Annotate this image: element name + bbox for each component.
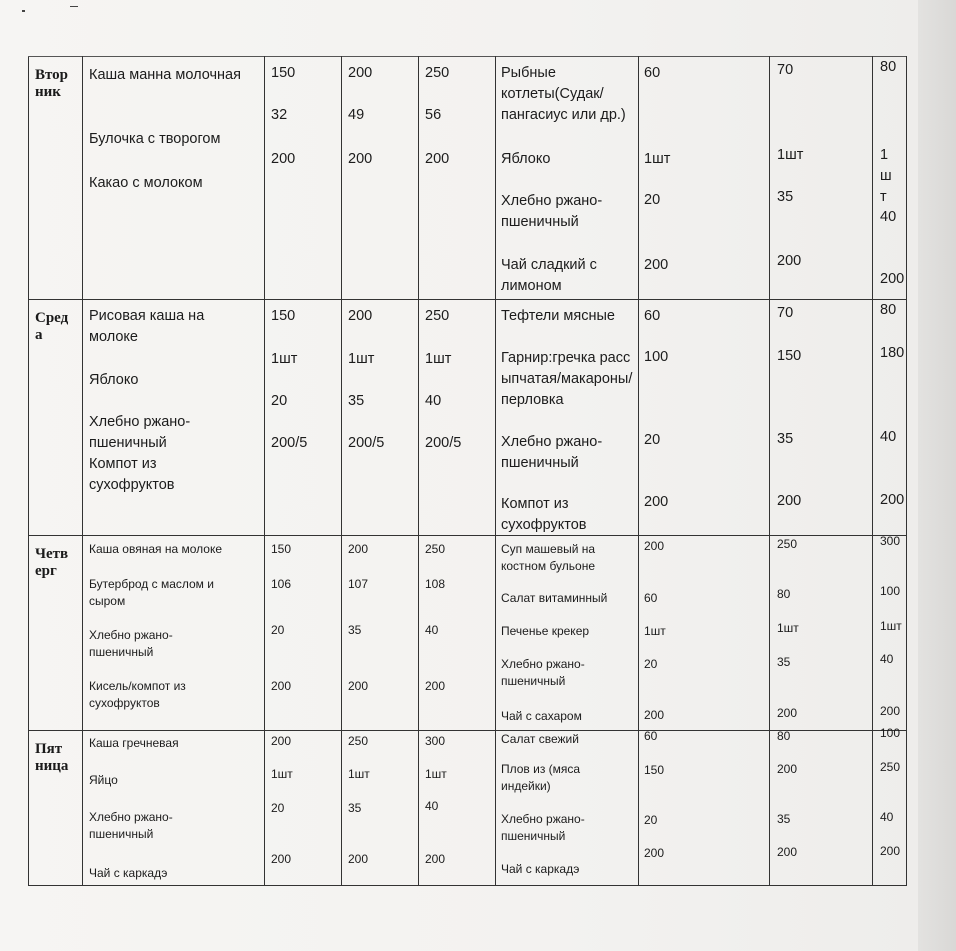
portion-value: 1шт [271,351,298,367]
page-edge-shadow [918,0,956,951]
lunch-dishes-cell [496,57,639,300]
portion-value: 80 [777,729,791,743]
portion-value: 200 [271,679,292,693]
dish: Печенье крекер [501,624,590,638]
row-wednesday [29,300,907,536]
scan-speck [70,6,78,7]
portion-value: 70 [777,62,794,78]
portion-col-5 [770,731,873,886]
portion-value: 35 [348,801,362,815]
portion-value: 200 [348,852,369,866]
lunch-dishes-cell [496,300,639,536]
portion-value: 20 [271,801,285,815]
dish: Бутерброд с маслом и сыром [89,577,214,608]
portion-value: 20 [644,192,661,208]
portion-value: 40 [425,799,439,813]
portion-value: 150 [271,542,292,556]
lunch-dishes-cell [496,731,639,886]
dish: Чай сладкий с лимоном [501,257,597,294]
portion-value: 107 [348,577,369,591]
portion-value: 80 [880,302,897,318]
portion-value: 40 [880,209,897,225]
row-tuesday [29,57,907,300]
dish: Каша овяная на молоке [89,542,223,556]
portion-value: 200 [425,679,446,693]
day-name: Четв ерг [35,546,69,579]
dish: Хлебно ржано-пшеничный [501,657,585,688]
portion-value: 200 [777,493,802,509]
portion-value: 150 [271,65,296,81]
dish: Яйцо [89,773,118,787]
portion-value: 60 [644,591,658,605]
portion-value: 250 [777,537,798,551]
dish: Плов из (мяса индейки) [501,762,581,793]
dish: Тефтели мясные [501,308,615,324]
portion-value: 35 [777,812,791,826]
portion-value: 40 [880,810,894,824]
dish: Каша гречневая [89,736,179,750]
portion-value: 40 [880,429,897,445]
portion-value: 200 [880,271,905,287]
portion-value: 20 [271,393,288,409]
portion-value: 1шт [777,621,799,635]
scan-speck [22,10,25,12]
day-cell-thursday [29,536,83,731]
portion-col-2 [342,57,419,300]
breakfast-dishes-cell [83,300,265,536]
portion-col-4 [639,300,770,536]
portion-value: 35 [348,623,362,637]
dish: Яблоко [501,151,551,167]
portion-value: 200 [777,706,798,720]
portion-value: 35 [777,655,791,669]
portion-col-2 [342,300,419,536]
portion-col-5 [770,300,873,536]
day-cell-wednesday [29,300,83,536]
portion-col-3 [419,300,496,536]
day-cell-tuesday [29,57,83,300]
portion-value: 100 [880,584,901,598]
portion-value: 56 [425,107,442,123]
row-thursday [29,536,907,731]
portion-value: 1шт [644,151,671,167]
portion-value: 200 [348,308,373,324]
portion-value: 20 [271,623,285,637]
dish: Компот из сухофруктов [89,456,175,493]
portion-value: 40 [880,652,894,666]
portion-value: 1шт [348,767,370,781]
breakfast-dishes-cell [83,731,265,886]
portion-col-2 [342,731,419,886]
portion-value: 40 [425,623,439,637]
dish: Чай с сахаром [501,709,582,723]
portion-value: 70 [777,305,794,321]
menu-table [28,56,907,886]
portion-value: 200 [348,542,369,556]
portion-value: 100 [644,349,669,365]
day-name: Пят ница [35,741,69,774]
portion-value: 200 [348,65,373,81]
portion-value: 250 [425,542,446,556]
portion-value: 108 [425,577,446,591]
day-cell-friday [29,731,83,886]
portion-value: 250 [425,308,450,324]
portion-value: 1шт [644,624,666,638]
portion-value: 200/5 [271,435,308,451]
portion-value: 80 [880,59,897,75]
portion-value: 200 [271,852,292,866]
portion-value: 200 [644,257,669,273]
dish: Кисель/компот из сухофруктов [89,679,186,710]
dish: Салат свежий [501,732,579,746]
portion-value: 200 [880,844,901,858]
portion-value: 60 [644,729,658,743]
portion-value: 250 [425,65,450,81]
portion-value: 1шт [425,767,447,781]
portion-value: 49 [348,107,365,123]
portion-value: 200 [777,253,802,269]
portion-value: 250 [348,734,369,748]
portion-value: 80 [777,587,791,601]
portion-value: 32 [271,107,288,123]
portion-value: 60 [644,308,661,324]
portion-col-1 [265,300,342,536]
dish: Компот из сухофруктов [501,496,587,533]
portion-value: 35 [348,393,365,409]
dish: Хлебно ржано-пшеничный [501,812,585,843]
portion-value: 200 [425,852,446,866]
portion-value: 200 [880,704,901,718]
dish: Чай с каркадэ [89,866,168,880]
portion-value: 1шт [777,147,804,163]
portion-value: 200/5 [425,435,462,451]
portion-value: 300 [880,534,901,548]
dish: Чай с каркадэ [501,862,580,876]
portion-col-6 [873,300,907,536]
portion-value: 200 [644,846,665,860]
portion-value: 20 [644,813,658,827]
dish: Рыбные котлеты(Судак/пангасиус или др.) [501,65,626,123]
portion-value: 300 [425,734,446,748]
portion-value: 200 [425,151,450,167]
row-friday [29,731,907,886]
portion-value: 200 [348,679,369,693]
portion-value: 35 [777,431,794,447]
dish: Хлебно ржано-пшеничный [501,193,603,230]
portion-value: 106 [271,577,292,591]
portion-value: 200/5 [348,435,385,451]
portion-value: 35 [777,189,794,205]
dish: Хлебно ржано-пшеничный [89,628,173,659]
portion-value: 200 [777,845,798,859]
dish: Каша манна молочная [89,67,241,83]
portion-col-4 [639,57,770,300]
portion-value: 200 [644,539,665,553]
portion-value: 60 [644,65,661,81]
portion-value: 1шт [425,351,452,367]
portion-col-1 [265,731,342,886]
dish: Яблоко [89,372,139,388]
portion-col-3 [419,536,496,731]
portion-value: 150 [271,308,296,324]
dish: Булочка с творогом [89,131,221,147]
lunch-dishes-cell [496,536,639,731]
dish: Суп машевый на костном бульоне [501,542,596,573]
portion-value: 20 [644,432,661,448]
portion-value: 200 [777,762,798,776]
portion-col-3 [419,731,496,886]
portion-col-4 [639,731,770,886]
portion-value: 200 [644,494,669,510]
portion-col-3 [419,57,496,300]
portion-value: 200 [348,151,373,167]
portion-value: 1шт [880,619,902,633]
portion-value: 100 [880,726,901,740]
portion-col-6 [873,57,907,300]
portion-value: 150 [777,348,802,364]
dish: Хлебно ржано-пшеничный [89,810,173,841]
portion-value: 180 [880,345,905,361]
dish: Какао с молоком [89,175,203,191]
portion-col-1 [265,536,342,731]
portion-value: 150 [644,763,665,777]
portion-col-4 [639,536,770,731]
day-name: Сред а [35,310,69,343]
dish: Гарнир:гречка рассыпчатая/макароны/перловка [501,350,633,408]
dish: Рисовая каша на молоке [89,308,205,345]
portion-value: 250 [880,760,901,774]
portion-value: 1шт [348,351,375,367]
breakfast-dishes-cell [83,57,265,300]
portion-col-5 [770,57,873,300]
portion-value: 20 [644,657,658,671]
day-name: Втор ник [35,67,69,100]
portion-value: 200 [271,151,296,167]
dish: Салат витаминный [501,591,608,605]
portion-value: 1шт [271,767,293,781]
portion-col-2 [342,536,419,731]
dish: Хлебно ржано-пшеничный [501,434,603,471]
portion-value: 200 [271,734,292,748]
portion-value: 200 [644,708,665,722]
portion-col-1 [265,57,342,300]
portion-value: 1шт [880,147,892,205]
dish: Хлебно ржано-пшеничный [89,414,191,451]
portion-col-6 [873,536,907,731]
portion-col-6 [873,726,907,886]
breakfast-dishes-cell [83,536,265,731]
portion-col-5 [770,536,873,731]
portion-value: 200 [880,492,905,508]
portion-value: 40 [425,393,442,409]
